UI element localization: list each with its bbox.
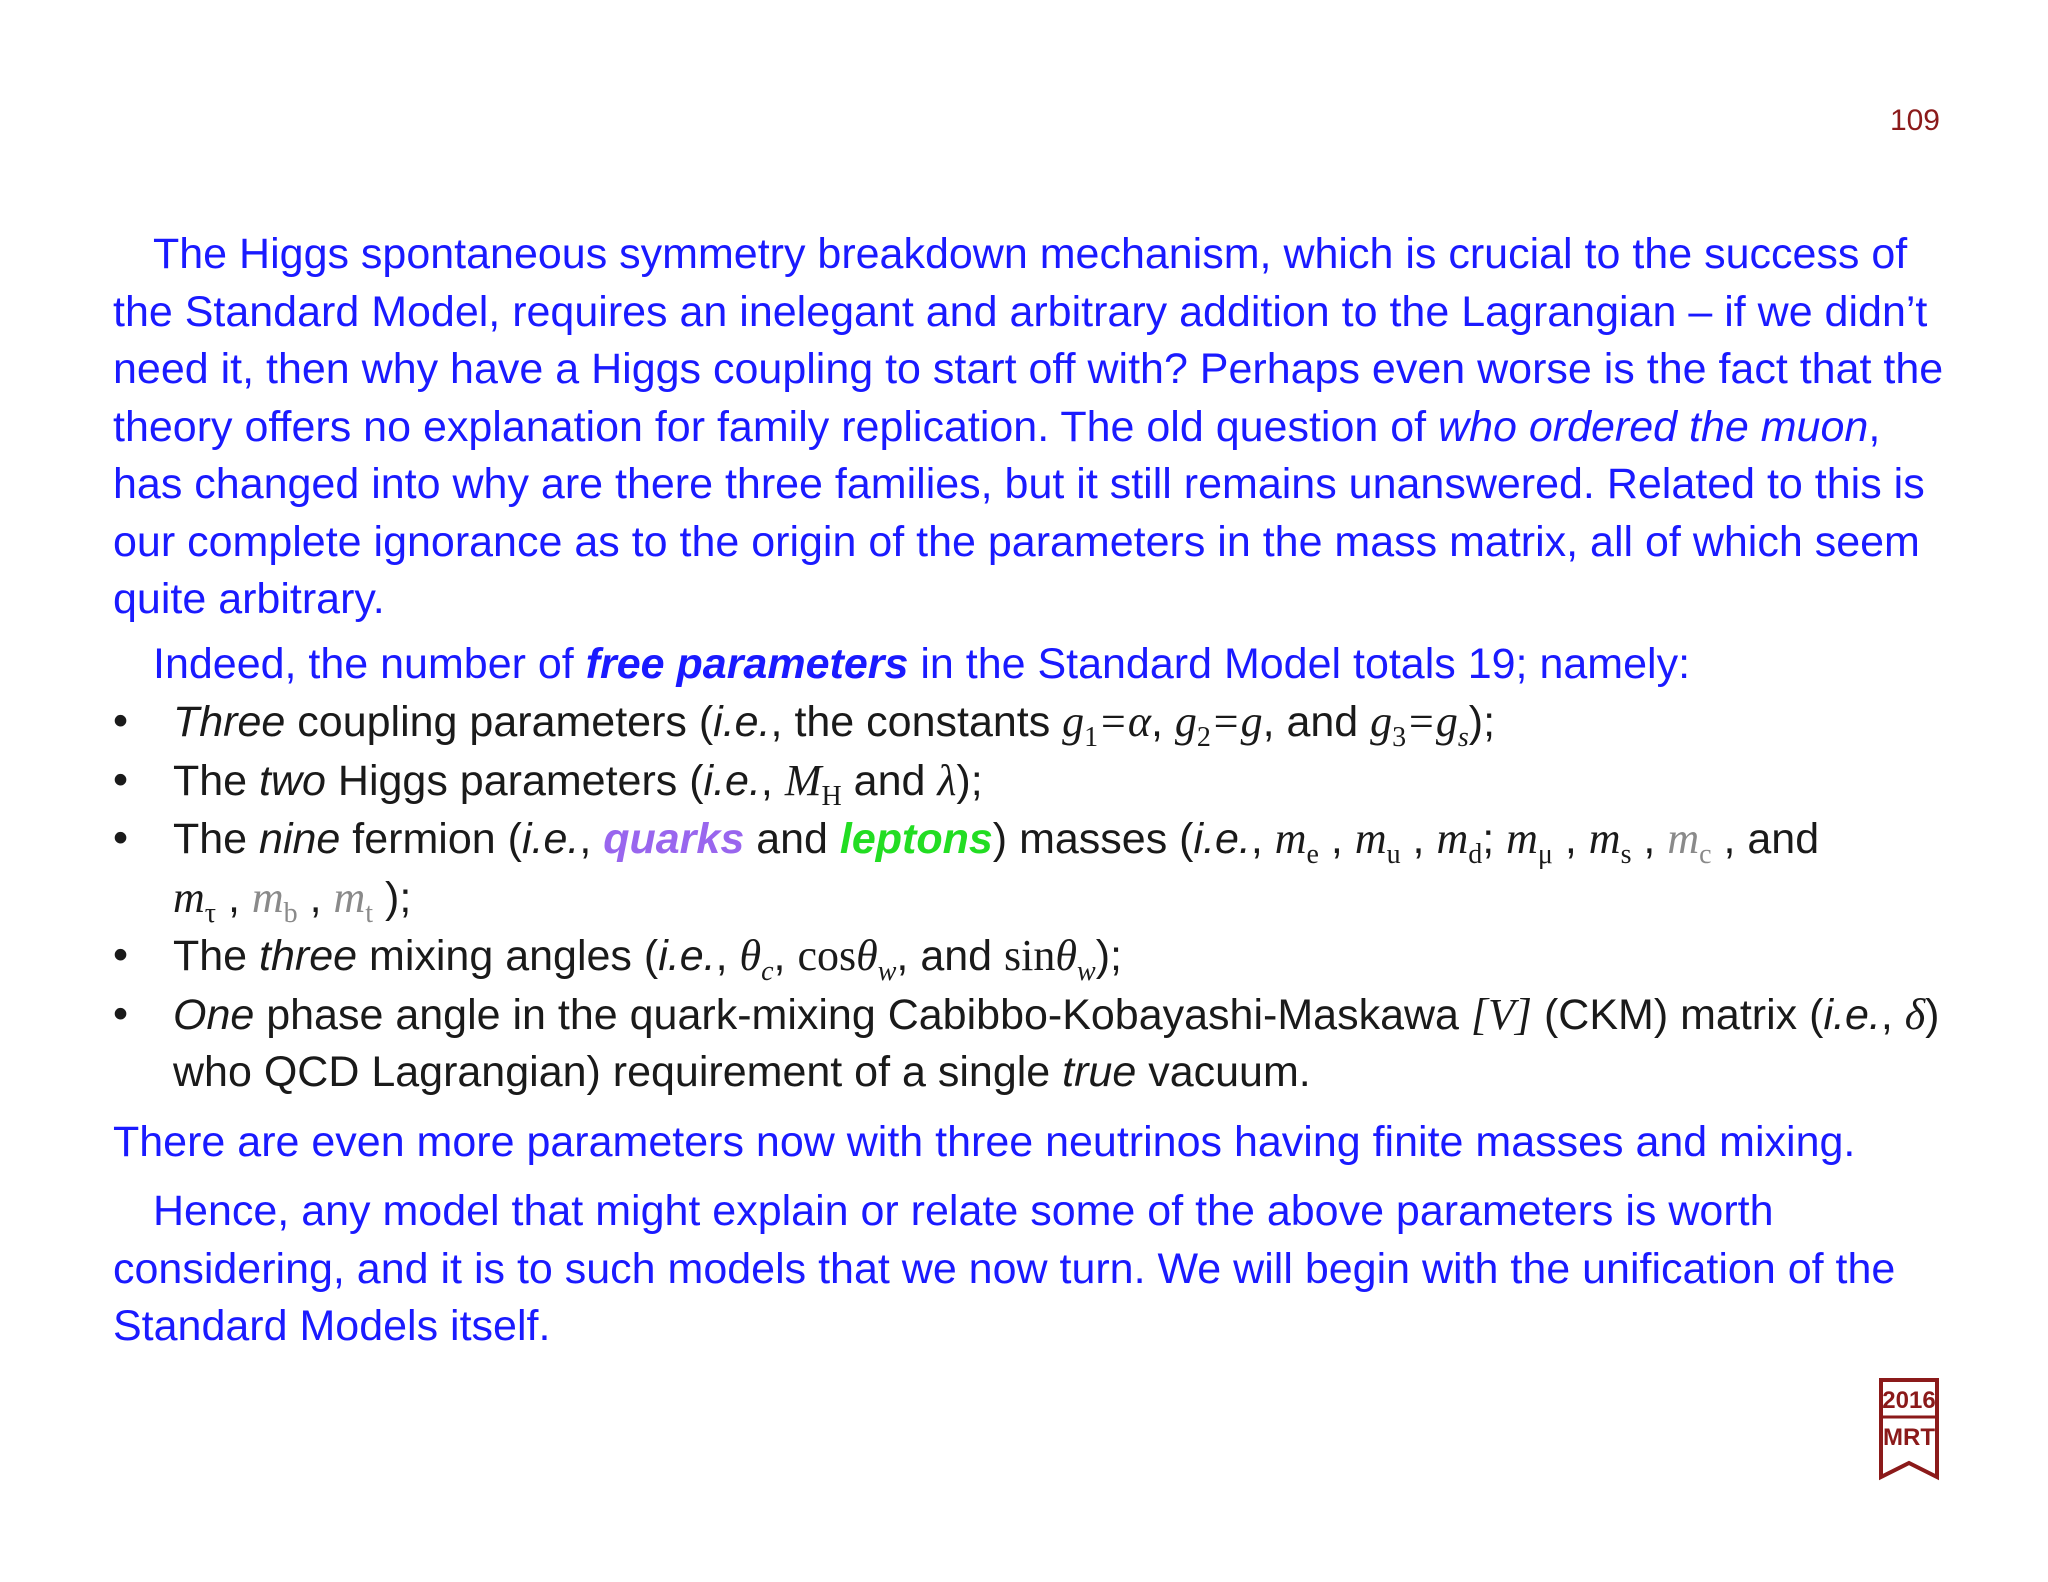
badge-initials: MRT [1883, 1424, 1935, 1451]
list-item-higgs-parameters [113, 752, 1953, 811]
m-symbol: m [1667, 814, 1700, 863]
b1-end: ); [1468, 698, 1496, 746]
b3-t1: The [173, 815, 260, 863]
b5-ie: i.e. [1823, 990, 1881, 1039]
b2-t2: Higgs parameters ( [325, 756, 704, 805]
math-theta-w-cos [856, 931, 897, 987]
leptons-label: leptons [839, 815, 993, 863]
para1-italic: who ordered the muon [1438, 402, 1869, 451]
bullet-glyph: • [113, 931, 129, 979]
para2-emphasis: free parameters [585, 639, 909, 688]
g1-eq: =α [1098, 697, 1151, 746]
theta-symbol: θ [856, 931, 878, 980]
m-symbol: m [1588, 814, 1621, 863]
b2-t3: , [760, 756, 785, 805]
para2-before: Indeed, the number of [153, 639, 586, 688]
b5-t3: , [1880, 990, 1905, 1039]
b4-t2: mixing angles ( [357, 932, 659, 980]
b2-end: ); [956, 756, 983, 805]
b2-t4: and [841, 756, 938, 805]
comma: , [1318, 815, 1355, 863]
b3-t5: ) masses ( [992, 815, 1194, 863]
b4-italic: three [259, 932, 358, 980]
b1-t1: coupling parameters ( [285, 698, 714, 746]
m-symbol: m [1354, 814, 1387, 863]
paragraph-higgs [113, 226, 1953, 629]
math-g2 [1174, 697, 1263, 753]
b2-t1: The [173, 756, 260, 805]
math-m-tau [173, 872, 217, 929]
math-ckm-matrix: [V] [1470, 989, 1533, 1039]
semicolon: ; [1482, 815, 1507, 863]
comma: , [216, 873, 252, 922]
list-item-ckm-phase [113, 986, 1953, 1102]
cos-text: cos [797, 931, 857, 980]
b5-t5: vacuum. [1136, 1048, 1311, 1096]
bullet-glyph: • [113, 814, 129, 862]
parameter-list [113, 693, 1953, 1102]
b5-t4: ) who QCD Lagrangian) requirement of a single [173, 990, 1940, 1096]
b5-italic: One [173, 990, 255, 1039]
b5-t2: (CKM) matrix ( [1532, 990, 1824, 1039]
mu-sub: u [1386, 839, 1401, 870]
b2-italic: two [259, 756, 326, 805]
math-theta-c [739, 931, 774, 987]
b1-italic: Three [173, 698, 286, 746]
and-text: , and [1711, 815, 1820, 863]
g3-symbol: g [1370, 697, 1393, 746]
comma: , [1552, 815, 1589, 863]
math-m-d [1436, 814, 1483, 870]
m-symbol: m [1436, 814, 1469, 863]
g3-sub: 3 [1392, 722, 1407, 753]
m-symbol: m [1506, 814, 1538, 863]
g1-sub: 1 [1084, 722, 1099, 753]
b3-t3: , [579, 815, 604, 863]
b1-t2: , the constants [770, 698, 1063, 746]
paragraph-unification: Hence, any model that might explain or relate some of the above parameters is worth considering, and it is to such models that we now turn. We will begin with the unification of the Standard Models itself. [113, 1187, 1896, 1350]
b2-ie: i.e. [703, 756, 761, 805]
math-m-b [251, 872, 298, 929]
g1-symbol: g [1062, 697, 1085, 746]
theta-symbol: θ [1055, 931, 1077, 980]
ms-sub: s [1620, 839, 1632, 870]
math-lambda: λ [937, 755, 957, 805]
md-sub: d [1468, 839, 1483, 870]
b5-t1: phase angle in the quark-mixing Cabibbo-Kobayashi-Maskawa [254, 990, 1471, 1039]
list-item-couplings [113, 693, 1953, 752]
math-m-u [1354, 814, 1401, 870]
math-theta-w-sin [1055, 931, 1096, 987]
para1-text-2: , has changed into why are there three families, but it still remains unanswered. Related to this is our complete ignorance as to the origin of the parameters in the mass matrix, all of which seem quite arbitrary. [113, 402, 1925, 623]
b4-t3: , [715, 932, 740, 980]
list-item-fermion-masses [113, 810, 1953, 927]
math-m-t [333, 872, 374, 929]
math-higgs-mass [784, 755, 842, 812]
m-symbol: m [333, 872, 366, 922]
list-item-mixing-angles [113, 927, 1953, 986]
b4-t1: The [173, 932, 260, 980]
g2-symbol: g [1174, 697, 1197, 746]
b3-t4: and [744, 815, 840, 863]
mt-sub: t [365, 897, 374, 929]
comma: , [297, 873, 334, 922]
w-sub: w [1077, 956, 1096, 987]
g2-eq: =g [1210, 697, 1263, 746]
mass-symbol: M [784, 755, 822, 805]
b5-italic2: true [1062, 1048, 1137, 1096]
math-g3 [1370, 697, 1469, 753]
b1-sep2: , and [1262, 698, 1371, 746]
math-g1 [1062, 697, 1151, 753]
bullet-glyph: • [113, 697, 129, 745]
badge-year: 2016 [1882, 1387, 1936, 1414]
math-m-c [1667, 814, 1712, 870]
b3-italic: nine [259, 815, 341, 863]
g3-eq: =g [1406, 697, 1458, 746]
paragraph-neutrinos: There are even more parameters now with three neutrinos having finite masses and mixing. [113, 1117, 1856, 1166]
paragraph-free-parameters [113, 636, 1953, 694]
mtau-sub: τ [204, 897, 217, 929]
w-sub: w [877, 956, 897, 987]
b3-ie2: i.e. [1193, 815, 1251, 863]
sin-text: sin [1004, 931, 1056, 980]
m-symbol: m [173, 872, 205, 922]
b3-t6: , [1250, 815, 1275, 863]
math-delta: δ [1904, 989, 1926, 1039]
b3-t2: fermion ( [340, 815, 522, 863]
page-number: 109 [1889, 104, 1940, 137]
me-sub: e [1306, 839, 1319, 870]
m-symbol: m [1274, 814, 1307, 863]
g2-sub: 2 [1196, 722, 1211, 753]
mrt-2016-badge [1878, 1377, 1940, 1481]
b4-end: ); [1095, 932, 1122, 980]
b3-ie: i.e. [521, 815, 580, 863]
math-m-s [1588, 814, 1632, 870]
mmu-sub: μ [1537, 839, 1553, 870]
b4-sep2: , and [896, 932, 1005, 980]
b3-end: ); [373, 873, 412, 922]
gs-sub: s [1457, 722, 1469, 753]
m-symbol: m [251, 872, 284, 922]
math-m-e [1274, 814, 1319, 870]
comma: , [1400, 815, 1437, 863]
slide-content [113, 226, 1953, 1356]
bullet-glyph: • [113, 989, 129, 1038]
comma: , [1631, 815, 1668, 863]
mass-sub: H [821, 780, 842, 812]
quarks-label: quarks [603, 815, 745, 863]
b4-sep1: , [773, 932, 798, 980]
mb-sub: b [283, 897, 298, 929]
mc-sub: c [1699, 839, 1712, 870]
para2-after: in the Standard Model totals 19; namely: [908, 639, 1691, 688]
b1-ie: i.e. [713, 698, 771, 746]
theta-c-sub: c [761, 956, 774, 987]
math-m-mu [1506, 814, 1553, 870]
b1-sep1: , [1150, 698, 1175, 746]
theta-symbol: θ [739, 931, 762, 980]
para1-text-1: The Higgs spontaneous symmetry breakdown mechanism, which is crucial to the success of the Standard Model, requires an inelegant and arbitrary addition to the Lagrangian – if we didn’t need it, then why have a Higgs coupling to start off with? Perhaps even worse is the fact that the theory offers no explanation for family replication. The old question of [113, 230, 1944, 451]
b4-ie: i.e. [658, 932, 716, 980]
bullet-glyph: • [113, 755, 129, 804]
